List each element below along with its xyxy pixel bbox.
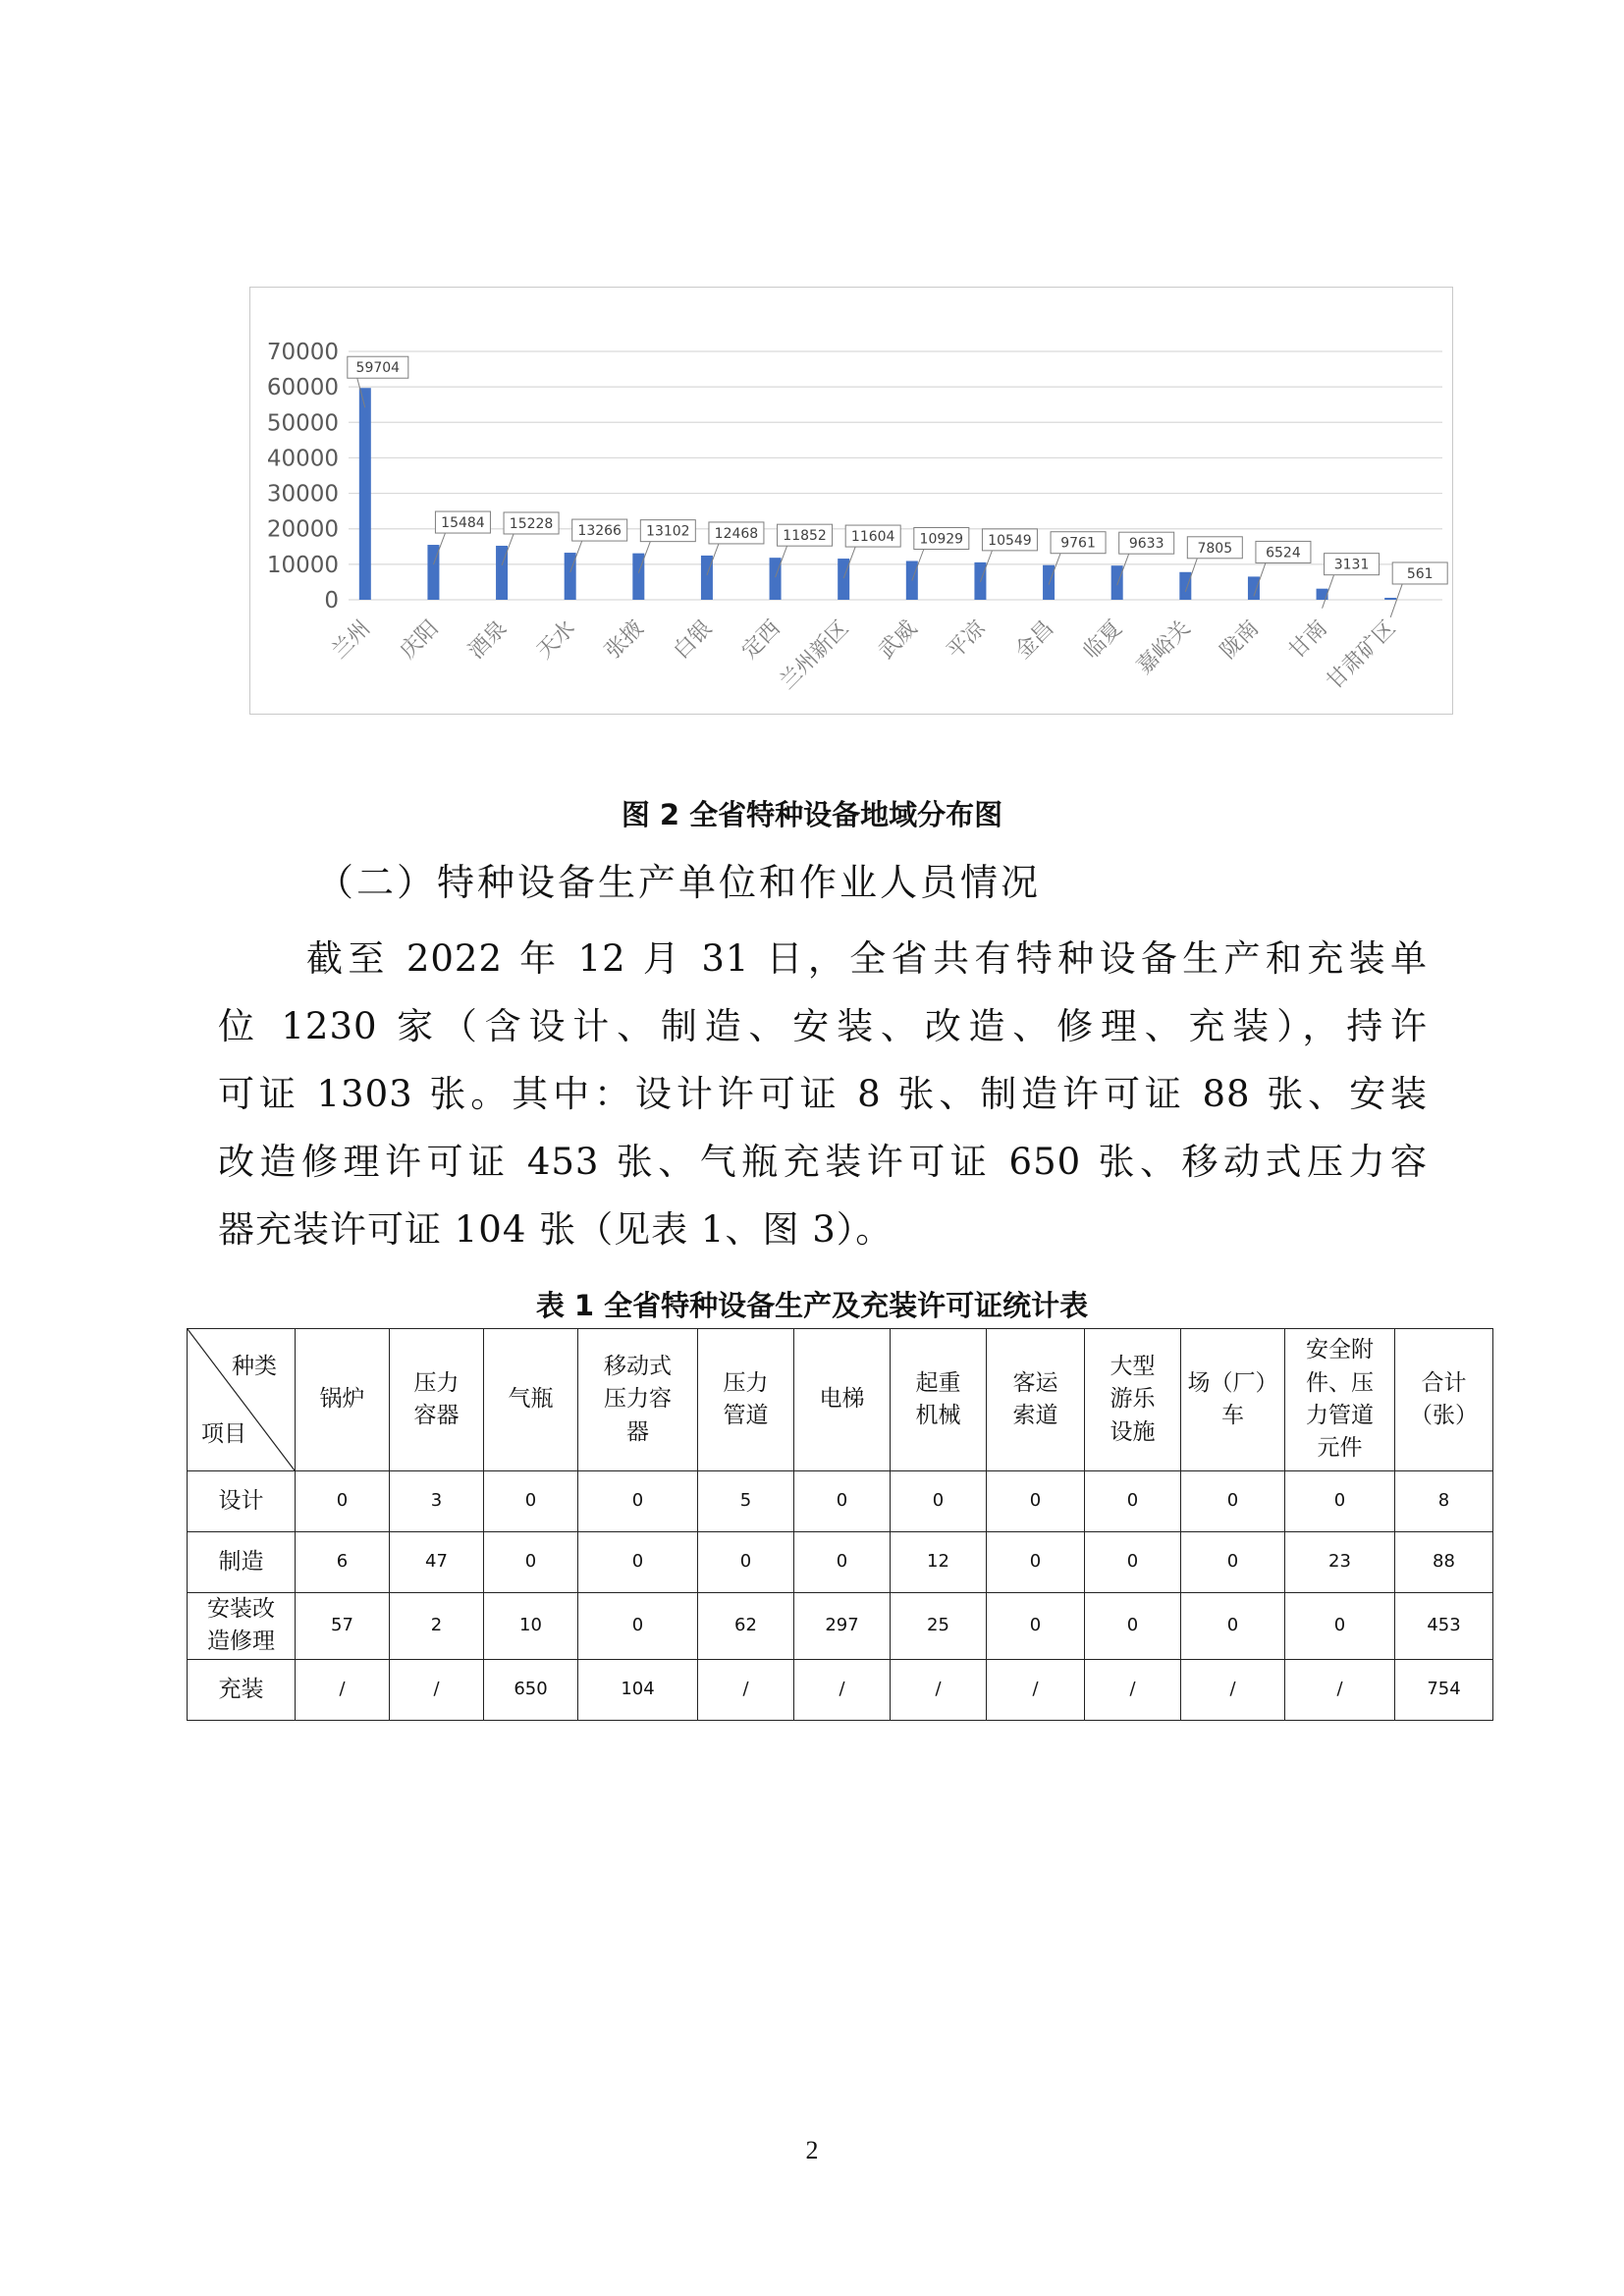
category-label: 武威 bbox=[874, 615, 923, 665]
column-header: 移动式 压力容 器 bbox=[578, 1329, 698, 1471]
column-header: 电梯 bbox=[794, 1329, 891, 1471]
table-body bbox=[188, 1471, 1493, 1721]
table-header-row bbox=[188, 1329, 1493, 1471]
table-cell: 0 bbox=[891, 1471, 987, 1532]
table-cell: 88 bbox=[1395, 1532, 1493, 1593]
category-label: 甘肃矿区 bbox=[1322, 615, 1401, 695]
table-cell: / bbox=[891, 1659, 987, 1720]
table-cell: 0 bbox=[987, 1532, 1085, 1593]
table-cell: 10 bbox=[484, 1593, 578, 1660]
table-cell: / bbox=[1085, 1659, 1181, 1720]
paragraph-line: 可证 1303 张。其中：设计许可证 8 张、制造许可证 88 张、安装 bbox=[218, 1073, 1428, 1115]
page-number: 2 bbox=[805, 2136, 819, 2164]
table-cell: 0 bbox=[1181, 1532, 1285, 1593]
table-cell: 754 bbox=[1395, 1659, 1493, 1720]
table-row bbox=[188, 1471, 1493, 1532]
table-caption: 表 1 全省特种设备生产及充装许可证统计表 bbox=[535, 1289, 1089, 1322]
data-label: 10549 bbox=[988, 532, 1032, 549]
table-cell: 0 bbox=[484, 1471, 578, 1532]
table-cell: 297 bbox=[794, 1593, 891, 1660]
table-cell: / bbox=[794, 1659, 891, 1720]
bar bbox=[1317, 589, 1328, 600]
bar bbox=[1043, 565, 1055, 600]
table-cell: 0 bbox=[1285, 1593, 1395, 1660]
bar bbox=[770, 558, 782, 600]
data-label: 13102 bbox=[646, 523, 690, 540]
category-label: 天水 bbox=[532, 615, 580, 665]
table-cell: 6 bbox=[296, 1532, 390, 1593]
category-label: 甘南 bbox=[1284, 615, 1332, 665]
paragraph-line: 截至 2022 年 12 月 31 日，全省共有特种设备生产和充装单 bbox=[306, 937, 1428, 980]
y-tick-label: 60000 bbox=[266, 375, 339, 401]
table-cell: 2 bbox=[390, 1593, 484, 1660]
data-label: 11852 bbox=[783, 528, 827, 545]
category-label: 嘉峪关 bbox=[1132, 615, 1196, 679]
category-label: 定西 bbox=[737, 615, 785, 665]
row-header: 设计 bbox=[188, 1471, 296, 1532]
table-cell: 3 bbox=[390, 1471, 484, 1532]
data-label: 7805 bbox=[1197, 540, 1233, 557]
category-label: 金昌 bbox=[1010, 615, 1059, 665]
data-label: 6524 bbox=[1266, 545, 1301, 561]
category-label: 兰州 bbox=[327, 615, 376, 665]
table-cell: 104 bbox=[578, 1659, 698, 1720]
table-cell: 25 bbox=[891, 1593, 987, 1660]
bar bbox=[1179, 572, 1191, 600]
category-label: 白银 bbox=[669, 615, 718, 665]
row-header: 安装改 造修理 bbox=[188, 1593, 296, 1660]
table-cell: 0 bbox=[987, 1593, 1085, 1660]
category-label: 兰州新区 bbox=[775, 615, 854, 695]
bar bbox=[838, 559, 849, 600]
table-cell: 0 bbox=[1085, 1471, 1181, 1532]
y-tick-label: 70000 bbox=[266, 340, 339, 365]
data-label: 12468 bbox=[714, 525, 759, 542]
category-label: 平凉 bbox=[942, 615, 991, 665]
y-tick-label: 30000 bbox=[266, 481, 339, 507]
table-cell: 0 bbox=[578, 1532, 698, 1593]
paragraph-line: 位 1230 家（含设计、制造、安装、改造、修理、充装），持许 bbox=[218, 1005, 1428, 1047]
table-cell: 0 bbox=[1285, 1471, 1395, 1532]
data-label: 3131 bbox=[1333, 557, 1370, 573]
section-heading: （二）特种设备生产单位和作业人员情况 bbox=[316, 861, 1042, 904]
data-label-leader bbox=[1390, 584, 1402, 617]
table-row bbox=[188, 1532, 1493, 1593]
data-label: 13266 bbox=[577, 523, 622, 540]
data-label: 59704 bbox=[355, 360, 401, 377]
bar-chart-svg bbox=[250, 288, 1454, 716]
row-header: 充装 bbox=[188, 1659, 296, 1720]
table-cell: 0 bbox=[794, 1471, 891, 1532]
permit-statistics-table bbox=[187, 1328, 1493, 1721]
data-label: 15228 bbox=[509, 515, 554, 532]
y-tick-label: 20000 bbox=[266, 516, 339, 543]
column-header: 压力 管道 bbox=[698, 1329, 794, 1471]
table-cell: 0 bbox=[987, 1471, 1085, 1532]
y-tick-label: 0 bbox=[324, 588, 339, 614]
table-corner-cell bbox=[188, 1329, 296, 1471]
column-header: 客运 索道 bbox=[987, 1329, 1085, 1471]
paragraph-line: 器充装许可证 104 张（见表 1、图 3）。 bbox=[218, 1208, 893, 1251]
corner-top-label: 种类 bbox=[232, 1354, 277, 1379]
column-header: 大型 游乐 设施 bbox=[1085, 1329, 1181, 1471]
table-cell: 0 bbox=[578, 1593, 698, 1660]
table-cell: 12 bbox=[891, 1532, 987, 1593]
table-cell: / bbox=[1181, 1659, 1285, 1720]
body-paragraph bbox=[218, 925, 1428, 1263]
data-label: 15484 bbox=[441, 515, 485, 532]
table-cell: / bbox=[296, 1659, 390, 1720]
data-label: 10929 bbox=[919, 531, 964, 548]
column-header: 气瓶 bbox=[484, 1329, 578, 1471]
table-cell: 62 bbox=[698, 1593, 794, 1660]
table-row bbox=[188, 1659, 1493, 1720]
column-header: 压力 容器 bbox=[390, 1329, 484, 1471]
column-header: 锅炉 bbox=[296, 1329, 390, 1471]
column-header: 合计 （张） bbox=[1395, 1329, 1493, 1471]
table-cell: 0 bbox=[1181, 1471, 1285, 1532]
bar bbox=[1248, 576, 1260, 600]
table-cell: 47 bbox=[390, 1532, 484, 1593]
data-label: 9761 bbox=[1060, 535, 1096, 552]
bar bbox=[1384, 598, 1396, 600]
paragraph-line: 改造修理许可证 453 张、气瓶充装许可证 650 张、移动式压力容 bbox=[218, 1141, 1428, 1183]
table-cell: 57 bbox=[296, 1593, 390, 1660]
y-tick-label: 40000 bbox=[266, 446, 339, 472]
data-label: 561 bbox=[1406, 565, 1434, 582]
bar bbox=[1111, 565, 1123, 600]
bar bbox=[701, 556, 713, 600]
table-cell: 0 bbox=[578, 1471, 698, 1532]
bar-chart bbox=[249, 287, 1453, 715]
table-cell: 0 bbox=[1181, 1593, 1285, 1660]
table-cell: 8 bbox=[1395, 1471, 1493, 1532]
table-cell: 0 bbox=[1085, 1593, 1181, 1660]
data-label: 9633 bbox=[1128, 536, 1164, 553]
table-cell: 5 bbox=[698, 1471, 794, 1532]
corner-bottom-label: 项目 bbox=[201, 1420, 246, 1447]
category-label: 临夏 bbox=[1079, 615, 1127, 665]
category-label: 庆阳 bbox=[395, 615, 444, 665]
bar bbox=[565, 553, 576, 600]
y-tick-label: 50000 bbox=[266, 410, 339, 437]
figure-caption: 图 2 全省特种设备地域分布图 bbox=[621, 798, 1003, 831]
table-cell: / bbox=[390, 1659, 484, 1720]
table-row bbox=[188, 1593, 1493, 1660]
row-header: 制造 bbox=[188, 1532, 296, 1593]
column-header: 安全附 件、压 力管道 元件 bbox=[1285, 1329, 1395, 1471]
category-label: 陇南 bbox=[1216, 615, 1265, 665]
table-cell: 0 bbox=[1085, 1532, 1181, 1593]
table-cell: 0 bbox=[698, 1532, 794, 1593]
bar bbox=[359, 388, 371, 600]
table-cell: 453 bbox=[1395, 1593, 1493, 1660]
data-label: 11604 bbox=[850, 529, 895, 546]
table-cell: 23 bbox=[1285, 1532, 1395, 1593]
category-label: 酒泉 bbox=[463, 615, 513, 665]
table-cell: 0 bbox=[484, 1532, 578, 1593]
column-header: 场（厂） 车 bbox=[1181, 1329, 1285, 1471]
table-cell: / bbox=[987, 1659, 1085, 1720]
y-tick-label: 10000 bbox=[266, 552, 339, 578]
table-cell: / bbox=[1285, 1659, 1395, 1720]
table-cell: / bbox=[698, 1659, 794, 1720]
bar bbox=[632, 554, 644, 600]
table-cell: 0 bbox=[794, 1532, 891, 1593]
column-header: 起重 机械 bbox=[891, 1329, 987, 1471]
table-cell: 650 bbox=[484, 1659, 578, 1720]
category-label: 张掖 bbox=[600, 615, 649, 665]
table-cell: 0 bbox=[296, 1471, 390, 1532]
